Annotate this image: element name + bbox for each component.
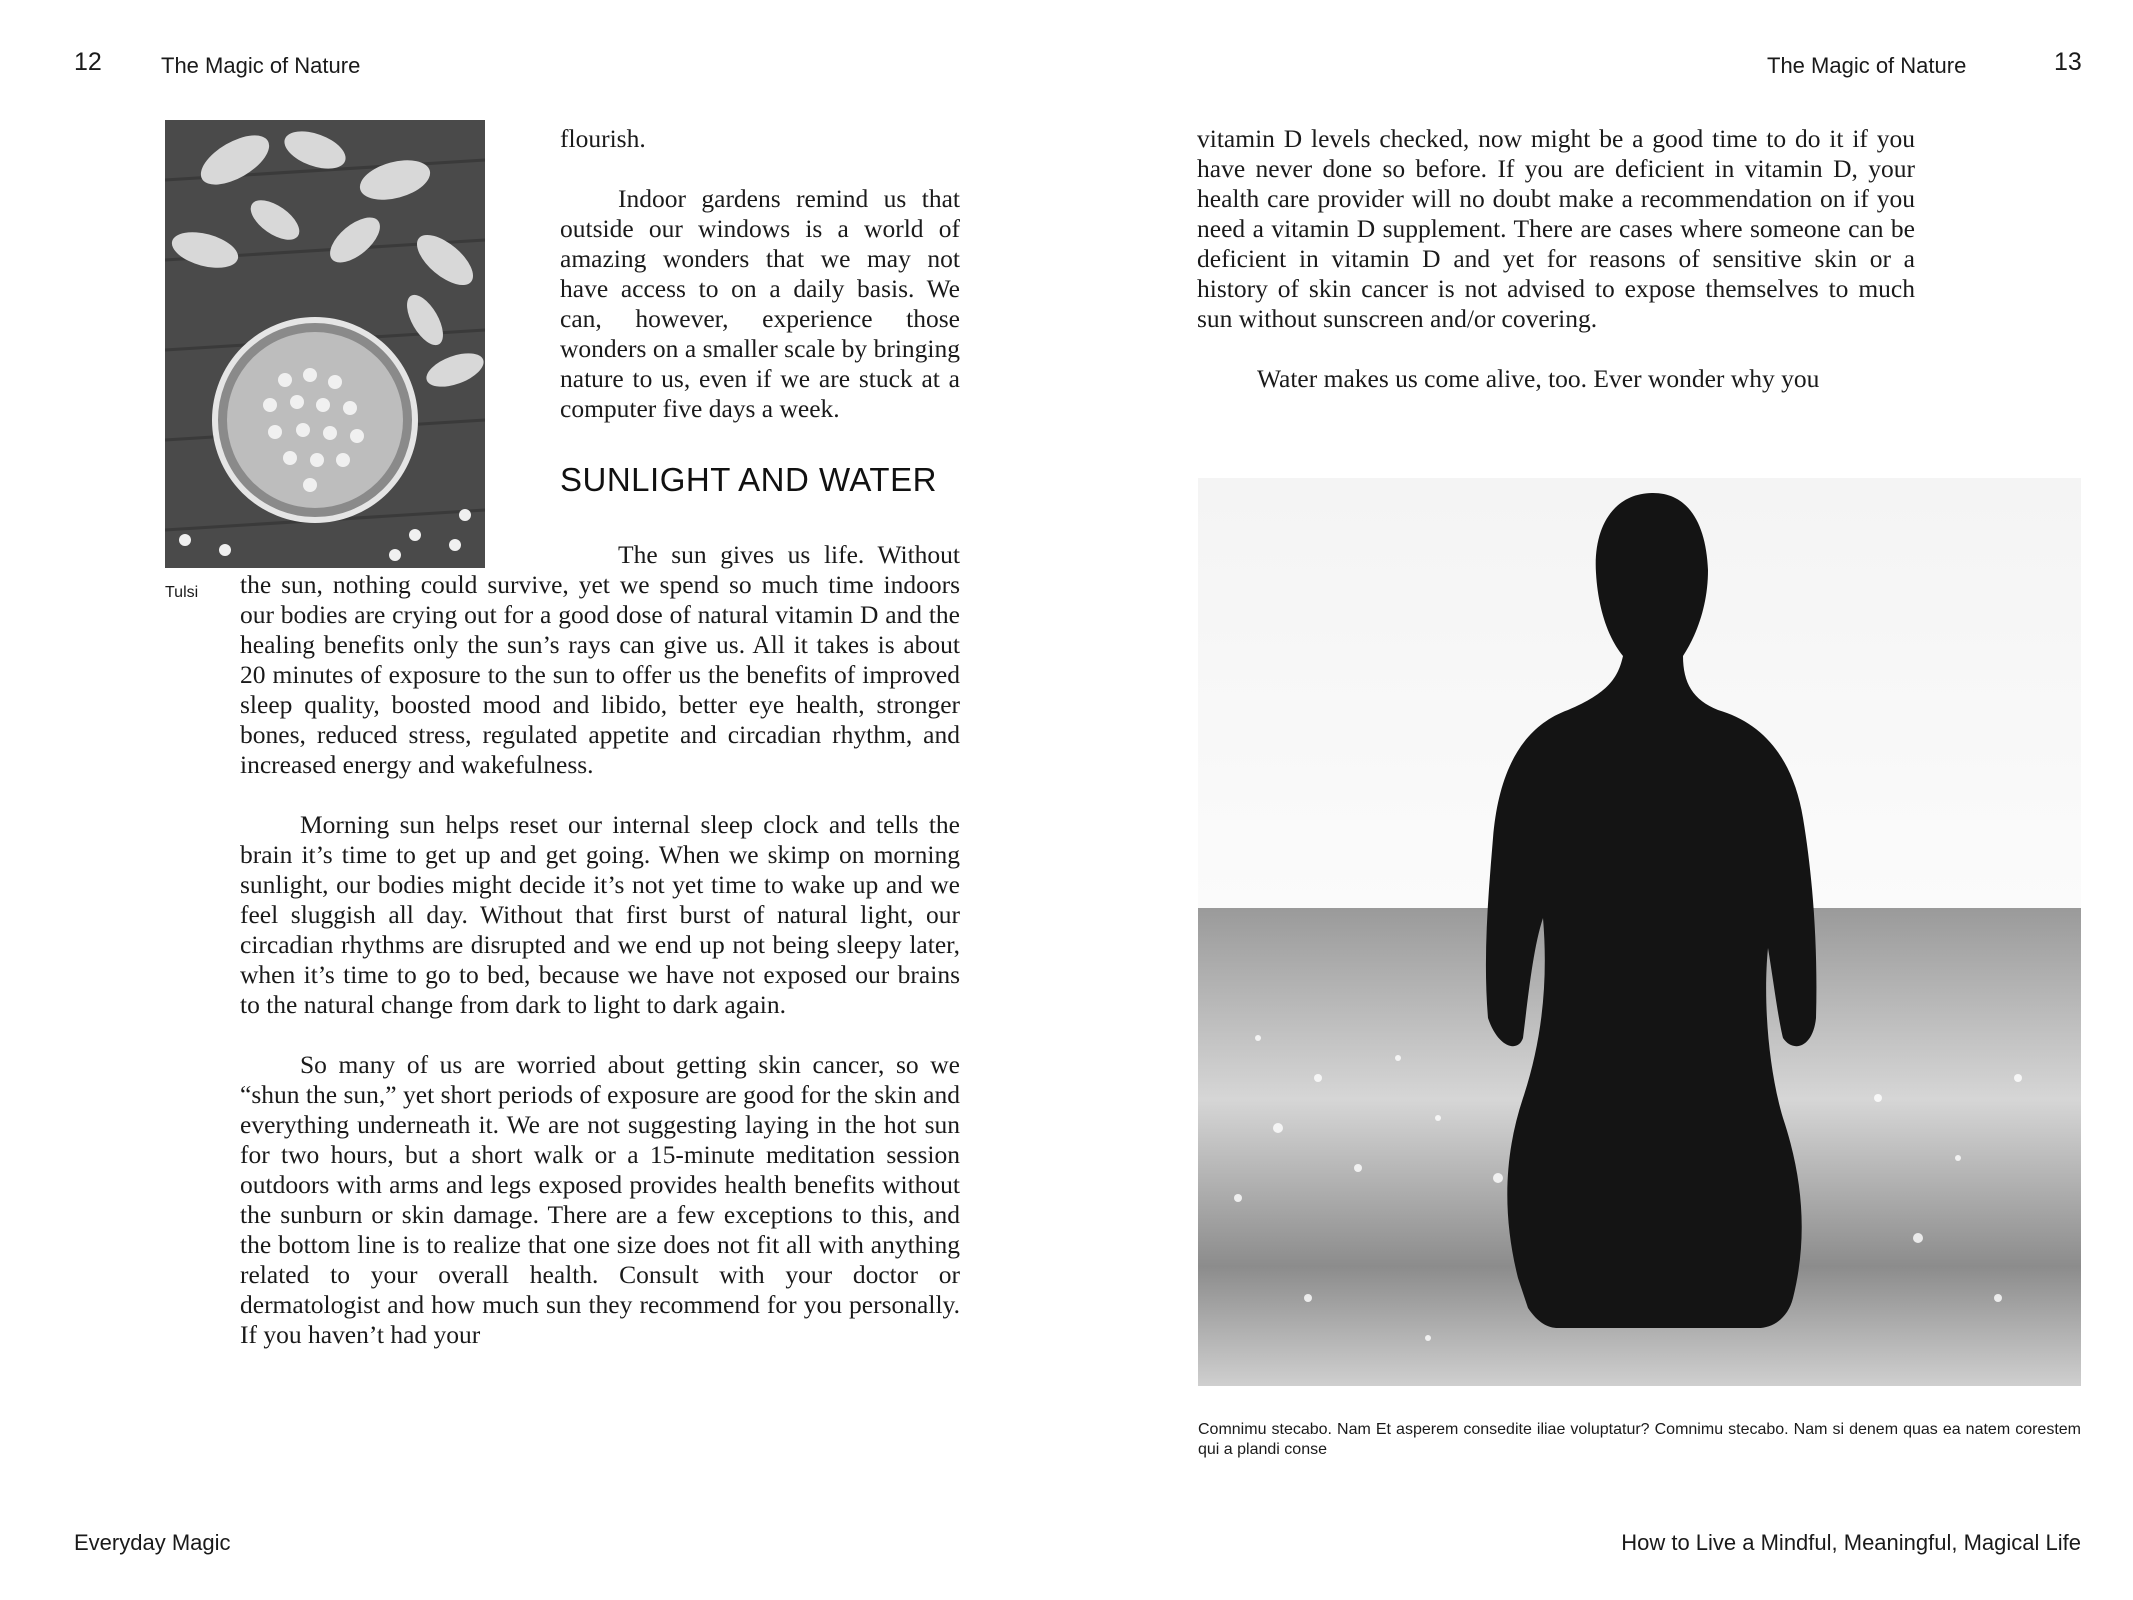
woman-in-water-photo — [1198, 478, 2081, 1386]
right-page-number: 13 — [2054, 48, 2082, 76]
paragraph-indoor-gardens: Indoor gardens remind us that outside our windows is a world of amazing wonders that we may not have access to on a daily basis. We can, however, experience those wonders on a smaller scale by bringing nature to us, even if we are stuck at a computer five days a week. — [560, 184, 960, 423]
tulsi-caption: Tulsi — [165, 584, 199, 601]
paragraph-sun-life: The sun gives us life. Without the sun, nothing could survive, yet we spend so much time indoors our bodies are crying out for a good dose of natural vitamin D and the healing benefits only the sun’s rays can give us. All it takes is about 20 minutes of exposure to the sun to offer us the benefits of improved sleep quality, boosted mood and libido, better eye health, stronger bones, reduced stress, regulated appetite and circadian rhythm, and increased energy and wakefulness. — [240, 540, 960, 779]
paragraph-vitamin-d: vitamin D levels checked, now might be a good time to do it if you have never done so before. If you are deficient in vitamin D, your health care provider will no doubt make a recommendation on if you need a vitamin D supplement. There are cases where someone can be deficient in vitamin D and yet for reasons of sensitive skin or a history of skin cancer is not advised to expose themselves to much sun without sunscreen and/or covering. — [1197, 124, 1915, 333]
left-page-text — [240, 124, 960, 1350]
paragraph-skin-cancer: So many of us are worried about getting skin cancer, so we “shun the sun,” yet short periods of exposure are good for the skin and everything underneath it. We are not suggesting laying in the hot sun for two hours, but a short walk or a 15-minute meditation session outdoors with arms and legs exposed provides health benefits without the sunburn or skin damage. There are a few exceptions to this, and the bottom line is to realize that one size does not fit all with anything related to your overall health. Consult with your doctor or dermatologist and how much sun they recommend for you personally. If you haven’t had your — [240, 1050, 960, 1349]
paragraph-morning-sun: Morning sun helps reset our internal sleep clock and tells the brain it’s time to get up and get going. When we skimp on morning sunlight, our bodies might decide it’s not yet time to wake up and we feel sluggish all day. Without that first burst of natural light, our circadian rhythms are disrupted and we end up not being sleepy later, when it’s time to go to bed, because we have not exposed our brains to the natural change from dark to light to dark again. — [240, 810, 960, 1019]
right-running-header: The Magic of Nature — [1767, 53, 1967, 78]
paragraph-flourish: flourish. — [560, 124, 646, 153]
left-footer: Everyday Magic — [74, 1530, 231, 1555]
section-heading: SUNLIGHT AND WATER — [560, 461, 937, 498]
silhouette-caption: Comnimu stecabo. Nam Et asperem consedite iliae voluptatur? Comnimu stecabo. Nam si denem quas ea natem corestem qui a plandi conse — [1198, 1421, 2081, 1458]
paragraph-water: Water makes us come alive, too. Ever wonder why you — [1257, 364, 1820, 393]
image-float-spacer — [240, 124, 560, 566]
silhouette-illustration — [1198, 478, 2081, 1386]
left-running-header: The Magic of Nature — [161, 53, 361, 78]
right-footer: How to Live a Mindful, Meaningful, Magical Life — [1621, 1530, 2081, 1555]
left-page-number: 12 — [74, 48, 102, 76]
right-page-text — [1197, 124, 1915, 394]
